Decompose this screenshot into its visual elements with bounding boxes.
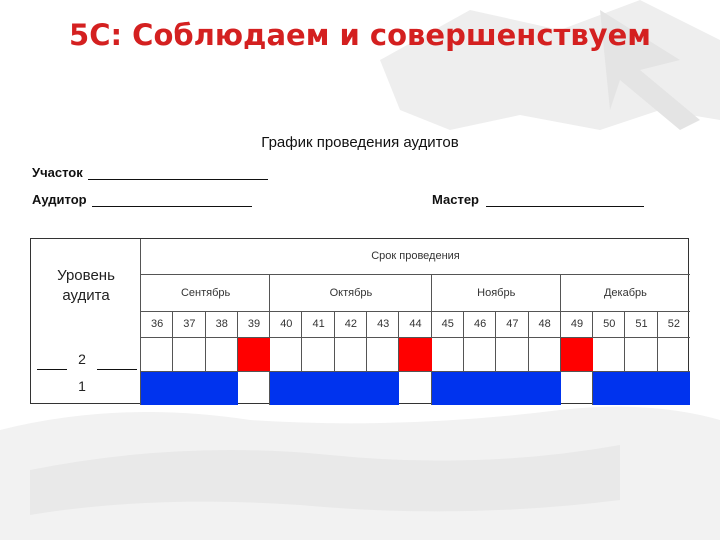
slide-title: 5С: Соблюдаем и совершенствуем — [69, 18, 651, 52]
section-field-line — [88, 179, 268, 180]
level-1-mark-blue — [173, 372, 205, 405]
week-number: 42 — [344, 318, 358, 330]
level-1-mark-blue — [593, 372, 625, 405]
level-1-mark-blue — [529, 372, 561, 405]
month-label: Ноябрь — [477, 287, 516, 299]
level-divider-right — [97, 369, 137, 370]
level-1-mark-blue — [464, 372, 496, 405]
week-number: 51 — [635, 318, 648, 330]
level-1-mark-blue — [141, 372, 173, 405]
level-2-mark-red — [561, 338, 593, 371]
month-label: Октябрь — [329, 287, 373, 299]
section-label: Участок — [32, 165, 83, 180]
week-number: 48 — [538, 318, 551, 330]
audit-schedule-table — [30, 238, 689, 404]
level-label-cell — [31, 337, 141, 405]
level-2-mark-red — [238, 338, 270, 371]
level-1-mark-blue — [496, 372, 528, 405]
level-1-mark-blue — [432, 372, 464, 405]
level-header-line1: Уровень — [57, 267, 115, 284]
level-1-mark-blue — [206, 372, 238, 405]
schedule-title: График проведения аудитов — [261, 134, 459, 151]
week-number: 47 — [506, 318, 519, 330]
level-2-label: 2 — [78, 351, 86, 367]
week-number: 40 — [280, 318, 293, 330]
week-number: 46 — [473, 318, 487, 330]
level-1-mark-blue — [335, 372, 367, 405]
level-1-label: 1 — [78, 378, 86, 394]
period-header-cell — [141, 239, 690, 275]
period-header: Срок проведения — [371, 250, 460, 262]
auditor-field-line — [92, 206, 252, 207]
level-1-mark-blue — [625, 372, 657, 405]
level-1-mark-blue — [302, 372, 334, 405]
week-number: 38 — [215, 318, 228, 330]
level-1-mark-blue — [367, 372, 399, 405]
level-1-mark-blue — [270, 372, 302, 405]
week-number: 36 — [151, 318, 164, 330]
month-label: Декабрь — [603, 287, 647, 299]
level-divider-left — [37, 369, 67, 370]
level-2-mark-red — [399, 338, 431, 371]
week-number: 44 — [409, 318, 422, 330]
week-number: 45 — [441, 318, 454, 330]
master-label: Мастер — [432, 192, 479, 207]
week-number: 41 — [312, 318, 325, 330]
week-number: 49 — [570, 318, 584, 330]
level-header-line2: аудита — [62, 287, 110, 304]
week-number: 43 — [377, 318, 390, 330]
week-number: 37 — [183, 318, 196, 330]
level-1-mark-blue — [658, 372, 690, 405]
week-number: 50 — [603, 318, 616, 330]
auditor-label: Аудитор — [32, 192, 87, 207]
month-label: Сентябрь — [180, 287, 231, 299]
week-number: 39 — [247, 318, 261, 330]
week-number: 52 — [667, 318, 680, 330]
master-field-line — [486, 206, 644, 207]
level-header-cell — [31, 239, 141, 337]
